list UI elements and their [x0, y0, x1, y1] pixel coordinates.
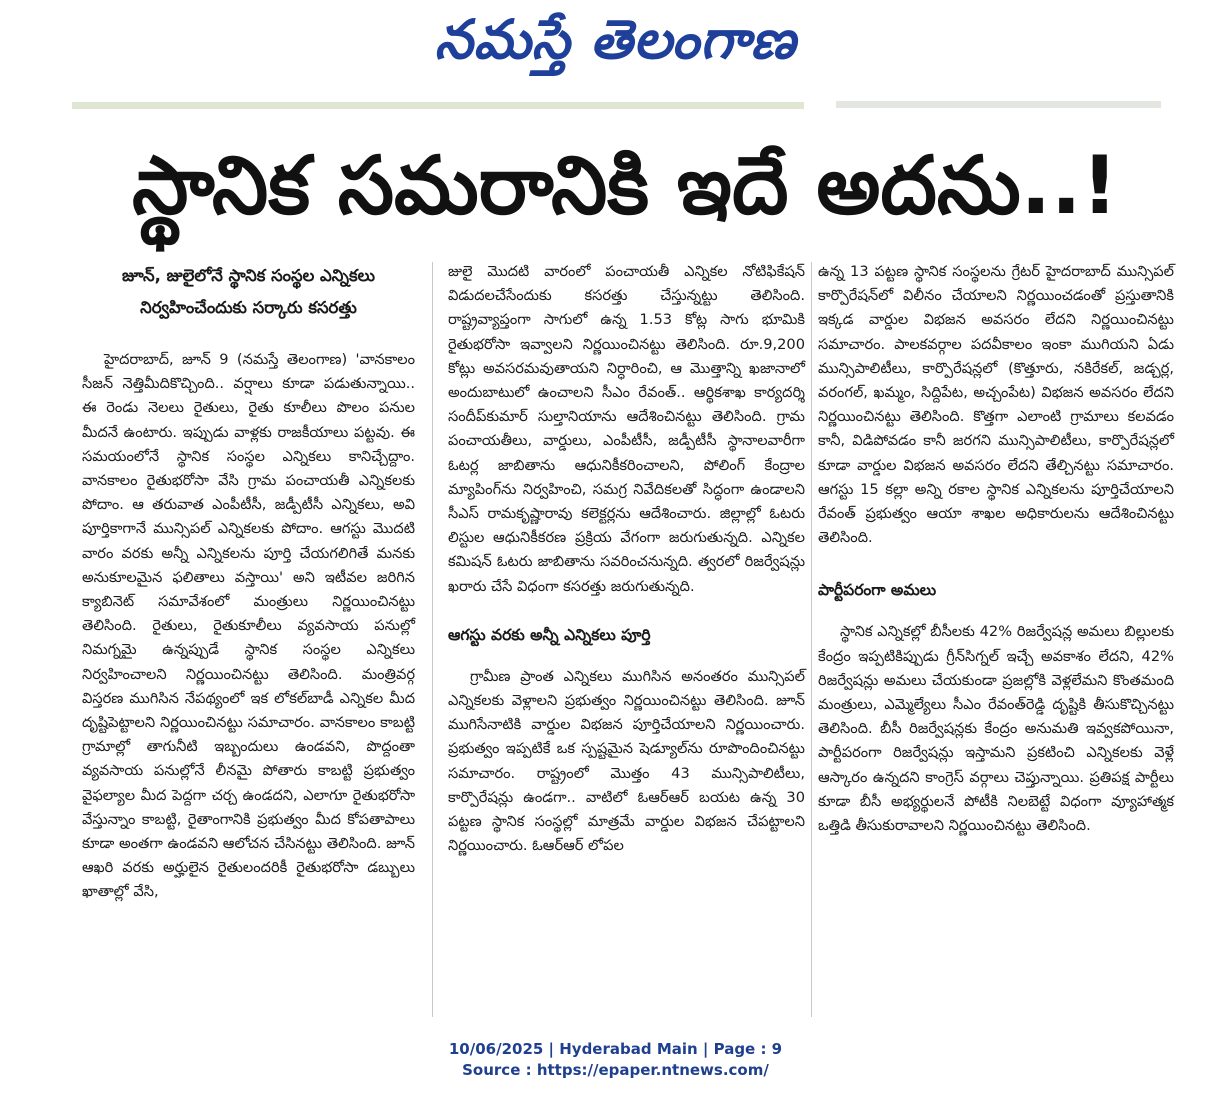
article-column-1 [82, 260, 415, 905]
article-body-paragraph: స్థానిక ఎన్నికల్లో బీసీలకు 42% రిజర్వేషన్ల అమలు బిల్లులకు కేంద్రం ఇప్పటికిప్పుడు గ్రీన్‌సిగ్నల్ ఇచ్చే అవకాశం లేదని, 42% రిజర్వేషన్లు అమలు చేయకుండా ప్రజల్లోకి వెళ్లలేమని కొంతమంది మంత్రులు, ఎమ్మెల్యేలు సీఎం రేవంత్‌రెడ్డి దృష్టికి తీసుకొచ్చినట్టు తెలిసింది. బీసీ రిజర్వేషన్లకు కేంద్రం అనుమతి ఇవ్వకపోయినా, పార్టీపరంగా రిజర్వేషన్లు ఇస్తామని ప్రకటించి ఎన్నికలకు వెళ్లే ఆస్కారం ఉన్నదని కాంగ్రెస్ వర్గాలు చెప్తున్నాయి. ప్రతిపక్ష పార్టీలు కూడా బీసీ అభ్యర్థులనే పోటీకి నిలబెట్టే విధంగా వ్యూహాత్మక ఒత్తిడి తీసుకురావాలని నిర్ణయించినట్టు తెలిసింది. [818, 623, 1174, 835]
section-subhead: ఆగస్టు వరకు అన్నీ ఎన్నికలు పూర్తి [448, 625, 651, 644]
column-divider [432, 262, 433, 1017]
article-body-paragraph: ఉన్న 13 పట్టణ స్థానిక సంస్థలను గ్రేటర్ హైదరాబాద్ మున్సిపల్ కార్పొరేషన్‌లో విలీనం చేయాలని నిర్ణయించడంతో ప్రస్తుతానికి ఇక్కడ వార్డుల విభజన అవసరం లేదని నిర్ణయించినట్టు సమాచారం. పాలకవర్గాల పదవీకాలం ఇంకా ముగియని ఏడు మున్సిపాలిటీలు, కార్పొరేషన్లలో (కొత్తూరు, నకిరేకల్, జడ్చర్ల, వరంగల్, ఖమ్మం, సిద్దిపేట, అచ్చంపేట) విభజన అవసరం లేదని నిర్ణయించినట్టు తెలిసింది. కొత్తగా ఎలాంటి గ్రామాలు కలవడం కానీ, విడిపోవడం కానీ జరగని మున్సిపాలిటీలు, కార్పొరేషన్లలో కూడా వార్డుల విభజన అవసరం లేదని తేల్చినట్టు సమాచారం. ఆగస్టు 15 కల్లా అన్ని రకాల స్థానిక ఎన్నికలను పూర్తిచేయాలని రేవంత్ ప్రభుత్వం ఆయా శాఖల అధికారులను ఆదేశించినట్టు తెలిసింది. [818, 263, 1174, 547]
footer-source-link[interactable]: Source : https://epaper.ntnews.com/ [462, 1061, 769, 1079]
headline: స్థానిక సమరానికి ఇదే అదను..! [132, 139, 1118, 232]
top-rule-right [836, 101, 1161, 108]
article-body-paragraph: గ్రామీణ ప్రాంత ఎన్నికలు ముగిసిన అనంతరం మున్సిపల్ ఎన్నికలకు వెళ్లాలని ప్రభుత్వం నిర్ణయించినట్టు తెలిసింది. జూన్ ముగిసేనాటికి వార్డుల విభజన పూర్తిచేయాలని నిర్ణయించారు. ప్రభుత్వం ఇప్పటికే ఒక స్పష్టమైన షెడ్యూల్‌ను రూపొందించినట్టు సమాచారం. రాష్ట్రంలో మొత్తం 43 మున్సిపాలిటీలు, కార్పొరేషన్లు ఉండగా.. వాటిలో ఓఆర్ఆర్ బయట ఉన్న 30 పట్టణ స్థానిక సంస్థల్లో మాత్రమే వార్డుల విభజన చేపట్టాలని నిర్ణయించారు. ఓఆర్ఆర్ లోపల [448, 667, 805, 855]
section-subhead: పార్టీపరంగా అమలు [818, 581, 937, 600]
article-body-paragraph: హైదరాబాద్, జూన్ 9 (నమస్తే తెలంగాణ) 'వానకాలం సీజన్ నెత్తిమీదికొచ్చింది.. వర్షాలు కూడా పడుతున్నాయి.. ఈ రెండు నెలలు రైతులు, రైతు కూలీలు పొలం పనుల మీదనే ఉంటారు. ఇప్పుడు వాళ్లకు రాజకీయాలు పట్టవు. ఈ సమయంలోనే స్థానిక సంస్థల ఎన్నికలు కానిచ్చేద్దాం. వానకాలం రైతుభరోసా వేసి గ్రామ పంచాయతీ ఎన్నికలకు పోదాం. ఆ తరువాత ఎంపీటీసీ, జడ్పీటీసీ ఎన్నికలు, అవి పూర్తికాగానే మున్సిపల్ ఎన్నికలకు పోదాం. ఆగస్టు మొదటి వారం వరకు అన్నీ ఎన్నికలను పూర్తి చేయగలిగితే మనకు అనుకూలమైన ఫలితాలు వస్తాయి' అని ఇటీవల జరిగిన క్యాబినెట్ సమావేశంలో మంత్రులు నిర్ణయించినట్టు తెలిసింది. రైతులు, రైతుకూలీలు వ్యవసాయ పనుల్లో నిమగ్నమై ఉన్నప్పుడే స్థానిక సంస్థల ఎన్నికలు నిర్వహించాలని నిర్ణయించినట్టు తెలిసింది. మంత్రివర్గ విస్తరణ ముగిసిన నేపథ్యంలో ఇక లోకల్‌బాడీ ఎన్నికల మీద దృష్టిపెట్టాలని నిర్ణయించినట్టు సమాచారం. వానకాలం కాబట్టి గ్రామాల్లో తాగునీటి ఇబ్బందులు ఉండవని, పొద్దంతా వ్యవసాయ పనుల్లోనే లీనమై పోతారు కాబట్టి ప్రభుత్వం వైఫల్యాల మీద పెద్దగా చర్చ ఉండదని, ఎలాగూ రైతుభరోసా వేస్తున్నాం కాబట్టి, రైతాంగానికి ప్రభుత్వం మీద కోపతాపాలు కూడా అంతగా ఉండవని ఆలోచన చేసినట్టు తెలిసింది. జూన్ ఆఖరి వరకు అర్హులైన రైతులందరికీ రైతుభరోసా డబ్బులు ఖాతాల్లో వేసి, [82, 351, 415, 901]
deck-subheadline: జూన్, జులైలోనే స్థానిక సంస్థల ఎన్నికలు నిర్వహించేందుకు సర్కారు కసరత్తు [121, 266, 376, 317]
column-divider [811, 262, 812, 1017]
newspaper-masthead: నమస్తే తెలంగాణ [434, 8, 797, 71]
article-body-paragraph: జులై మొదటి వారంలో పంచాయతీ ఎన్నికల నోటిఫికేషన్ విడుదలచేసేందుకు కసరత్తు చేస్తున్నట్టు తెలిసింది. రాష్ట్రవ్యాప్తంగా సాగులో ఉన్న 1.53 కోట్ల సాగు భూమికి రైతుభరోసా ఇవ్వాలని నిర్ణయించినట్టు తెలిసింది. రూ.9,200 కోట్లు అవసరమవుతాయని నిర్ధారించి, ఆ మొత్తాన్ని ఖజానాలో అందుబాటులో ఉంచాలని సీఎం రేవంత్.. ఆర్థికశాఖ కార్యదర్శి సందీప్‌కుమార్ సుల్తానియాను ఆదేశించినట్టు తెలిసింది. గ్రామ పంచాయతీలు, వార్డులు, ఎంపీటీసీ, జడ్పీటీసీ స్థానాలవారీగా ఓటర్ల జాబితాను ఆధునికీకరించాలని, పోలింగ్ కేంద్రాల మ్యాపింగ్‌ను నిర్వహించి, సమగ్ర నివేదికలతో సిద్ధంగా ఉండాలని సీఎస్ రామకృష్ణారావు కలెక్టర్లను ఆదేశించారు. జిల్లాల్లో ఓటరు లిస్టుల ఆధునికీకరణ ప్రక్రియ వేగంగా జరుగుతున్నది. ఎన్నికల కమిషన్ ఓటరు జాబితాను సవరించనున్నది. త్వరలో రిజర్వేషన్లు ఖరారు చేసే విధంగా కసరత్తు జరుగుతున్నది. [448, 263, 805, 595]
article-column-3 [818, 260, 1174, 838]
top-rule-left [72, 102, 804, 109]
article-column-2 [448, 260, 805, 858]
footer-date-edition-page: 10/06/2025 | Hyderabad Main | Page : 9 [448, 1040, 783, 1058]
